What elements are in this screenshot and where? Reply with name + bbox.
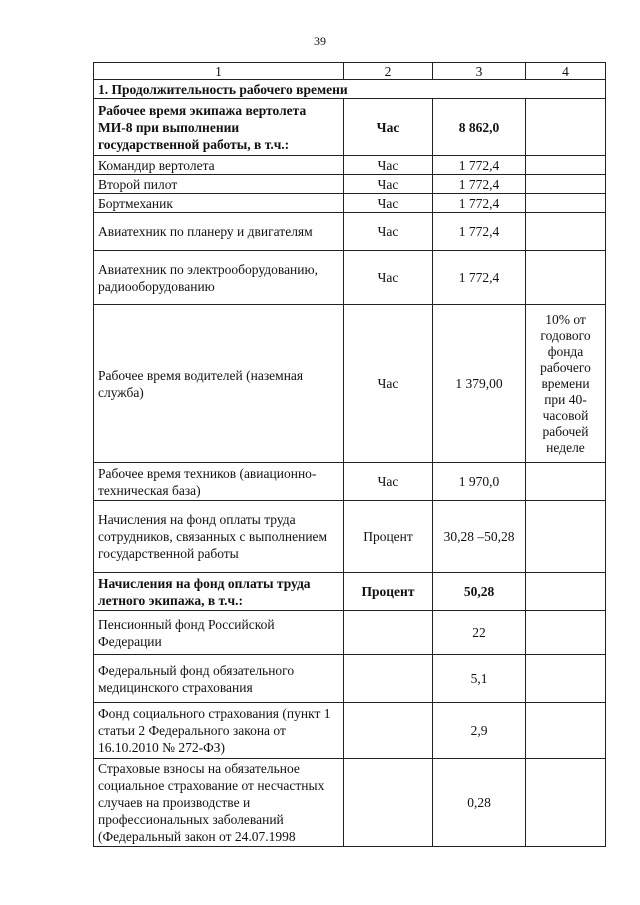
row-unit: Час (344, 194, 433, 213)
row-note (526, 156, 606, 175)
row-value: 22 (433, 611, 526, 655)
row-value: 1 379,00 (433, 305, 526, 463)
row-unit (344, 759, 433, 847)
table-row (94, 305, 606, 463)
page-number: 39 (314, 34, 326, 48)
row-note (526, 194, 606, 213)
row-name: Начисления на фонд оплаты труда летного экипажа, в т.ч.: (94, 573, 344, 611)
row-value: 8 862,0 (433, 99, 526, 156)
row-unit (344, 703, 433, 759)
row-note (526, 251, 606, 305)
row-note (526, 611, 606, 655)
row-unit: Час (344, 156, 433, 175)
table-row (94, 573, 606, 611)
column-number: 1 (94, 63, 344, 80)
row-note (526, 759, 606, 847)
row-value: 5,1 (433, 655, 526, 703)
section-row (94, 80, 606, 99)
row-note (526, 655, 606, 703)
row-unit: Процент (344, 501, 433, 573)
row-note (526, 501, 606, 573)
row-value: 1 772,4 (433, 156, 526, 175)
column-number: 2 (344, 63, 433, 80)
row-name: Страховые взносы на обязательное социальное страхование от несчастных случаев на производстве и профессиональных заболеваний (Федеральный закон от 24.07.1998 (94, 759, 344, 847)
row-value: 1 772,4 (433, 251, 526, 305)
row-note (526, 175, 606, 194)
row-value: 2,9 (433, 703, 526, 759)
table-row (94, 611, 606, 655)
row-unit: Час (344, 251, 433, 305)
row-name: Авиатехник по электрооборудованию, радиооборудованию (94, 251, 344, 305)
row-note (526, 213, 606, 251)
table-row (94, 99, 606, 156)
row-note (526, 573, 606, 611)
row-value: 1 772,4 (433, 175, 526, 194)
column-number: 4 (526, 63, 606, 80)
row-value: 0,28 (433, 759, 526, 847)
row-value: 1 970,0 (433, 463, 526, 501)
table-row (94, 703, 606, 759)
row-unit (344, 655, 433, 703)
row-name: Федеральный фонд обязательного медицинского страхования (94, 655, 344, 703)
column-number-row (94, 63, 606, 80)
row-name: Авиатехник по планеру и двигателям (94, 213, 344, 251)
table-row (94, 156, 606, 175)
row-unit (344, 611, 433, 655)
row-unit: Час (344, 213, 433, 251)
row-note: 10% от годового фонда рабочего времени при 40-часовой рабочей неделе (526, 305, 606, 463)
row-unit: Час (344, 99, 433, 156)
table-row (94, 251, 606, 305)
column-number: 3 (433, 63, 526, 80)
table-row (94, 501, 606, 573)
row-name: Рабочее время техников (авиационно-техническая база) (94, 463, 344, 501)
table-row (94, 175, 606, 194)
row-unit: Час (344, 463, 433, 501)
row-name: Пенсионный фонд Российской Федерации (94, 611, 344, 655)
norms-table (93, 62, 606, 847)
table-row (94, 213, 606, 251)
row-name: Командир вертолета (94, 156, 344, 175)
table-row (94, 759, 606, 847)
row-unit: Процент (344, 573, 433, 611)
row-name: Начисления на фонд оплаты труда сотрудников, связанных с выполнением государственной работы (94, 501, 344, 573)
table-row (94, 655, 606, 703)
table-row (94, 463, 606, 501)
row-name: Фонд социального страхования (пункт 1 статьи 2 Федерального закона от 16.10.2010 № 272-ФЗ) (94, 703, 344, 759)
row-name: Рабочее время экипажа вертолета МИ-8 при выполнении государственной работы, в т.ч.: (94, 99, 344, 156)
row-name: Бортмеханик (94, 194, 344, 213)
table-row (94, 194, 606, 213)
row-note (526, 703, 606, 759)
row-value: 30,28 –50,28 (433, 501, 526, 573)
row-unit: Час (344, 175, 433, 194)
section-title: 1. Продолжительность рабочего времени (94, 80, 606, 99)
row-note (526, 463, 606, 501)
row-name: Второй пилот (94, 175, 344, 194)
row-value: 1 772,4 (433, 213, 526, 251)
row-note (526, 99, 606, 156)
row-value: 1 772,4 (433, 194, 526, 213)
row-name: Рабочее время водителей (наземная служба) (94, 305, 344, 463)
row-unit: Час (344, 305, 433, 463)
row-value: 50,28 (433, 573, 526, 611)
